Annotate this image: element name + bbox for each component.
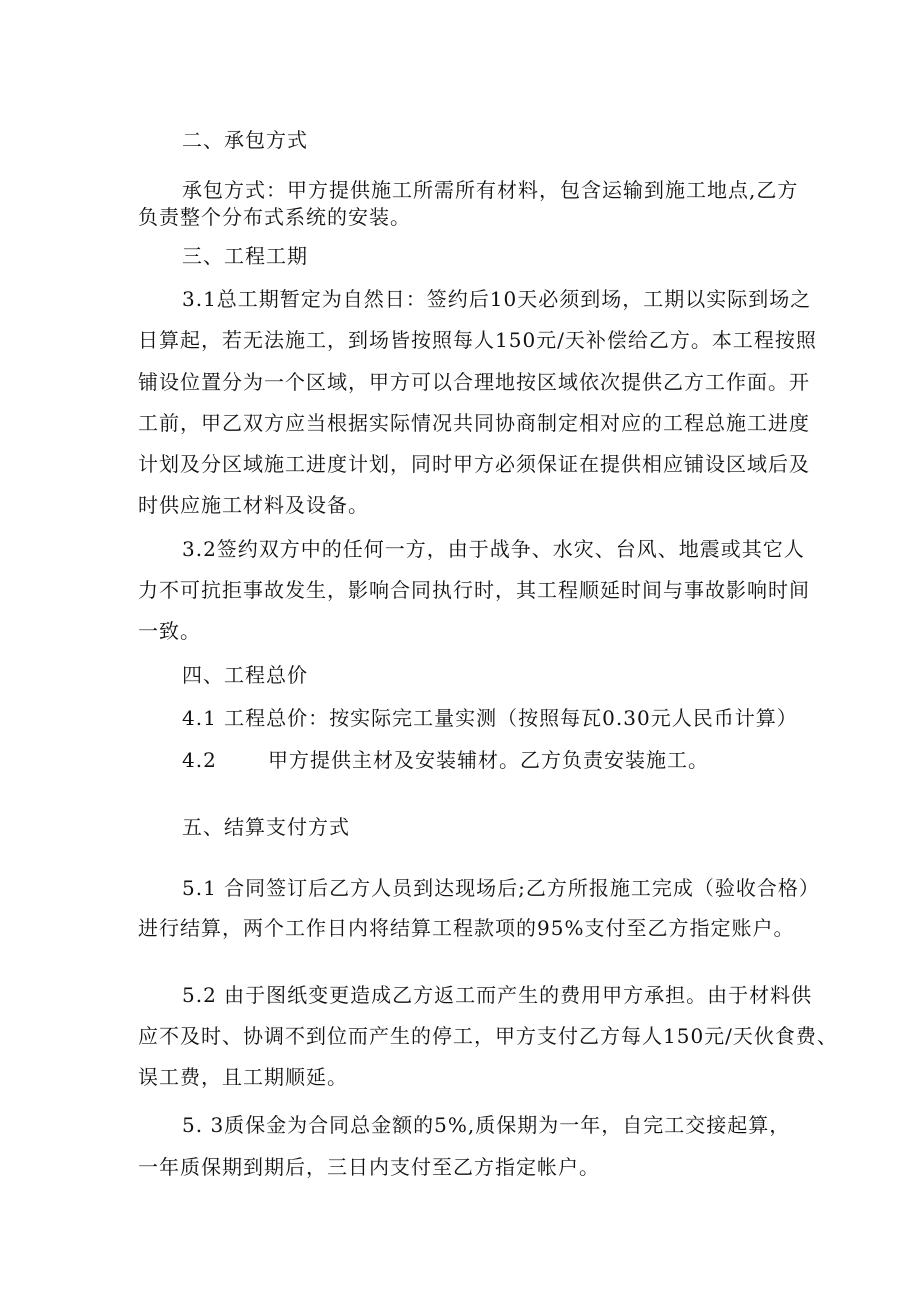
paragraph-line: 5.1 合同签订后乙方人员到达现场后;乙方所报施工完成（验收合格） [182,876,820,900]
paragraph-line: 误工费，且工期顺延。 [138,1065,348,1089]
section-heading-4: 四、工程总价 [182,663,308,687]
paragraph-line-number: 4.2 [182,748,217,772]
paragraph-line: 3.2签约双方中的任何一方，由于战争、水灾、台风、地震或其它人 [182,537,805,561]
paragraph-line: 承包方式：甲方提供施工所需所有材料，包含运输到施工地点,乙方 [182,178,799,202]
paragraph-line: 铺设位置分为一个区域，甲方可以合理地按区域依次提供乙方工作面。开 [138,370,810,394]
paragraph-line: 甲方提供主材及安装辅材。乙方负责安装施工。 [268,748,709,772]
paragraph-line: 时供应施工材料及设备。 [138,493,369,517]
paragraph-line: 5.2 由于图纸变更造成乙方返工而产生的费用甲方承担。由于材料供 [182,983,813,1007]
paragraph-line: 5. 3质保金为合同总金额的5%,质保期为一年，自完工交接起算， [182,1113,791,1137]
section-heading-3: 三、工程工期 [182,244,308,268]
paragraph-line: 工前，甲乙双方应当根据实际情况共同协商制定相对应的工程总施工进度 [138,411,810,435]
paragraph-line: 力不可抗拒事故发生，影响合同执行时，其工程顺延时间与事故影响时间 [138,578,810,602]
paragraph-line: 4.1 工程总价：按实际完工量实测（按照每瓦0.30元人民币计算） [182,706,798,730]
paragraph-line: 一年质保期到期后，三日内支付至乙方指定帐户。 [138,1155,600,1179]
paragraph-line: 3.1总工期暂定为自然日：签约后10天必须到场，工期以实际到场之 [182,287,812,311]
paragraph-line: 负责整个分布式系统的安装。 [138,205,411,229]
paragraph-line: 一致。 [138,619,201,643]
paragraph-line: 进行结算，两个工作日内将结算工程款项的95%支付至乙方指定账户。 [138,916,795,940]
section-heading-2: 二、承包方式 [182,128,308,152]
paragraph-line: 计划及分区域施工进度计划，同时甲方必须保证在提供相应铺设区域后及 [138,452,810,476]
section-heading-5: 五、结算支付方式 [182,815,350,839]
paragraph-line: 日算起，若无法施工，到场皆按照每人150元/天补偿给乙方。本工程按照 [138,328,817,352]
paragraph-line: 应不及时、协调不到位而产生的停工，甲方支付乙方每人150元/天伙食费、 [138,1024,838,1048]
